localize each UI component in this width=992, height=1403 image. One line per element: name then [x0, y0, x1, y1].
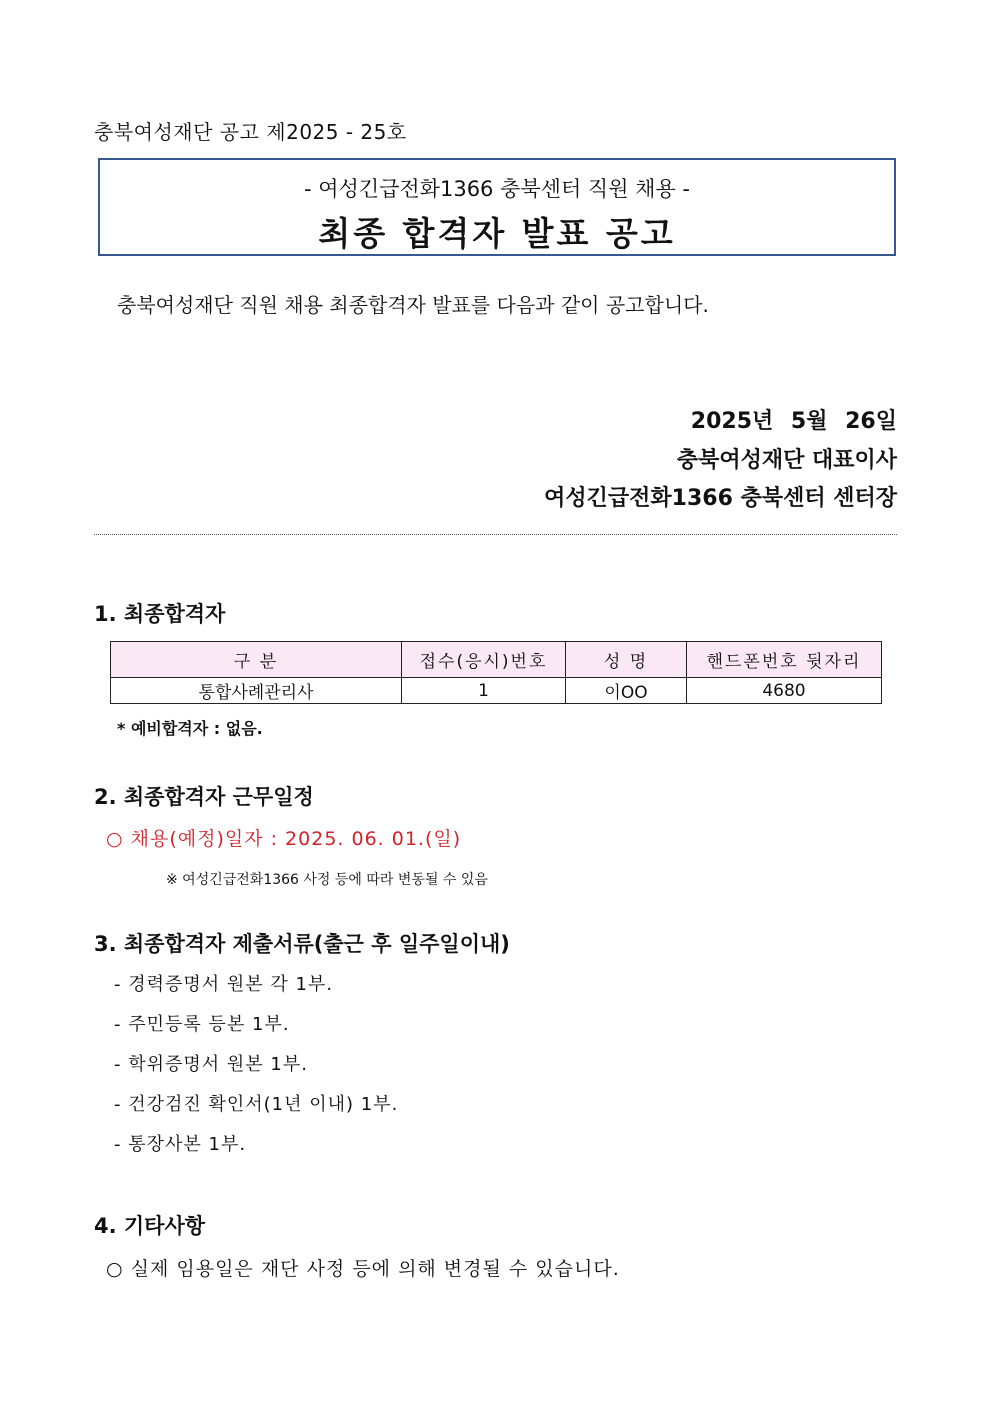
signature-date: 2025년 5월 26일 — [690, 409, 897, 434]
column-header-phone-suffix: 핸드폰번호 뒷자리 — [687, 642, 882, 678]
list-item: - 학위증명서 원본 1부. — [114, 1054, 308, 1075]
cell-application-number: 1 — [402, 678, 566, 704]
announcement-title: 최종 합격자 발표 공고 — [318, 214, 676, 253]
hire-date-note: ※ 여성긴급전화1366 사정 등에 따라 변동될 수 있음 — [166, 872, 488, 888]
signature-organization: 충북여성재단 대표이사 — [676, 448, 897, 473]
list-item: - 주민등록 등본 1부. — [114, 1014, 290, 1035]
intro-text: 충북여성재단 직원 채용 최종합격자 발표를 다음과 같이 공고합니다. — [117, 293, 709, 317]
cell-category: 통합사례관리사 — [111, 678, 402, 704]
section-heading-final-candidates: 1. 최종합격자 — [94, 602, 226, 626]
reserve-candidate-note: * 예비합격자 : 없음. — [117, 719, 263, 738]
list-item: - 건강검진 확인서(1년 이내) 1부. — [114, 1094, 399, 1115]
section-heading-other-matters: 4. 기타사항 — [94, 1214, 206, 1238]
other-matters-text: ○ 실제 임용일은 재단 사정 등에 의해 변경될 수 있습니다. — [106, 1258, 620, 1280]
announcement-subtitle: - 여성긴급전화1366 충북센터 직원 채용 - — [304, 177, 690, 201]
signature-center-head: 여성긴급전화1366 충북센터 센터장 — [544, 486, 897, 511]
required-documents-list — [114, 972, 398, 1172]
notice-number: 충북여성재단 공고 제2025 - 25호 — [94, 120, 407, 144]
dotted-divider — [94, 534, 897, 535]
section-heading-required-documents: 3. 최종합격자 제출서류(출근 후 일주일이내) — [94, 932, 510, 956]
title-box — [98, 158, 896, 256]
cell-name: 이OO — [566, 678, 687, 704]
final-candidates-table — [110, 641, 882, 704]
list-item: - 경력증명서 원본 각 1부. — [114, 974, 334, 995]
table-row — [111, 678, 882, 704]
hire-date-text: ○ 채용(예정)일자 : 2025. 06. 01.(일) — [106, 828, 462, 850]
list-item: - 통장사본 1부. — [114, 1134, 247, 1155]
column-header-name: 성 명 — [566, 642, 687, 678]
column-header-category: 구 분 — [111, 642, 402, 678]
cell-phone-suffix: 4680 — [687, 678, 882, 704]
table-header-row — [111, 642, 882, 678]
section-heading-work-schedule: 2. 최종합격자 근무일정 — [94, 785, 314, 809]
column-header-application-number: 접수(응시)번호 — [402, 642, 566, 678]
